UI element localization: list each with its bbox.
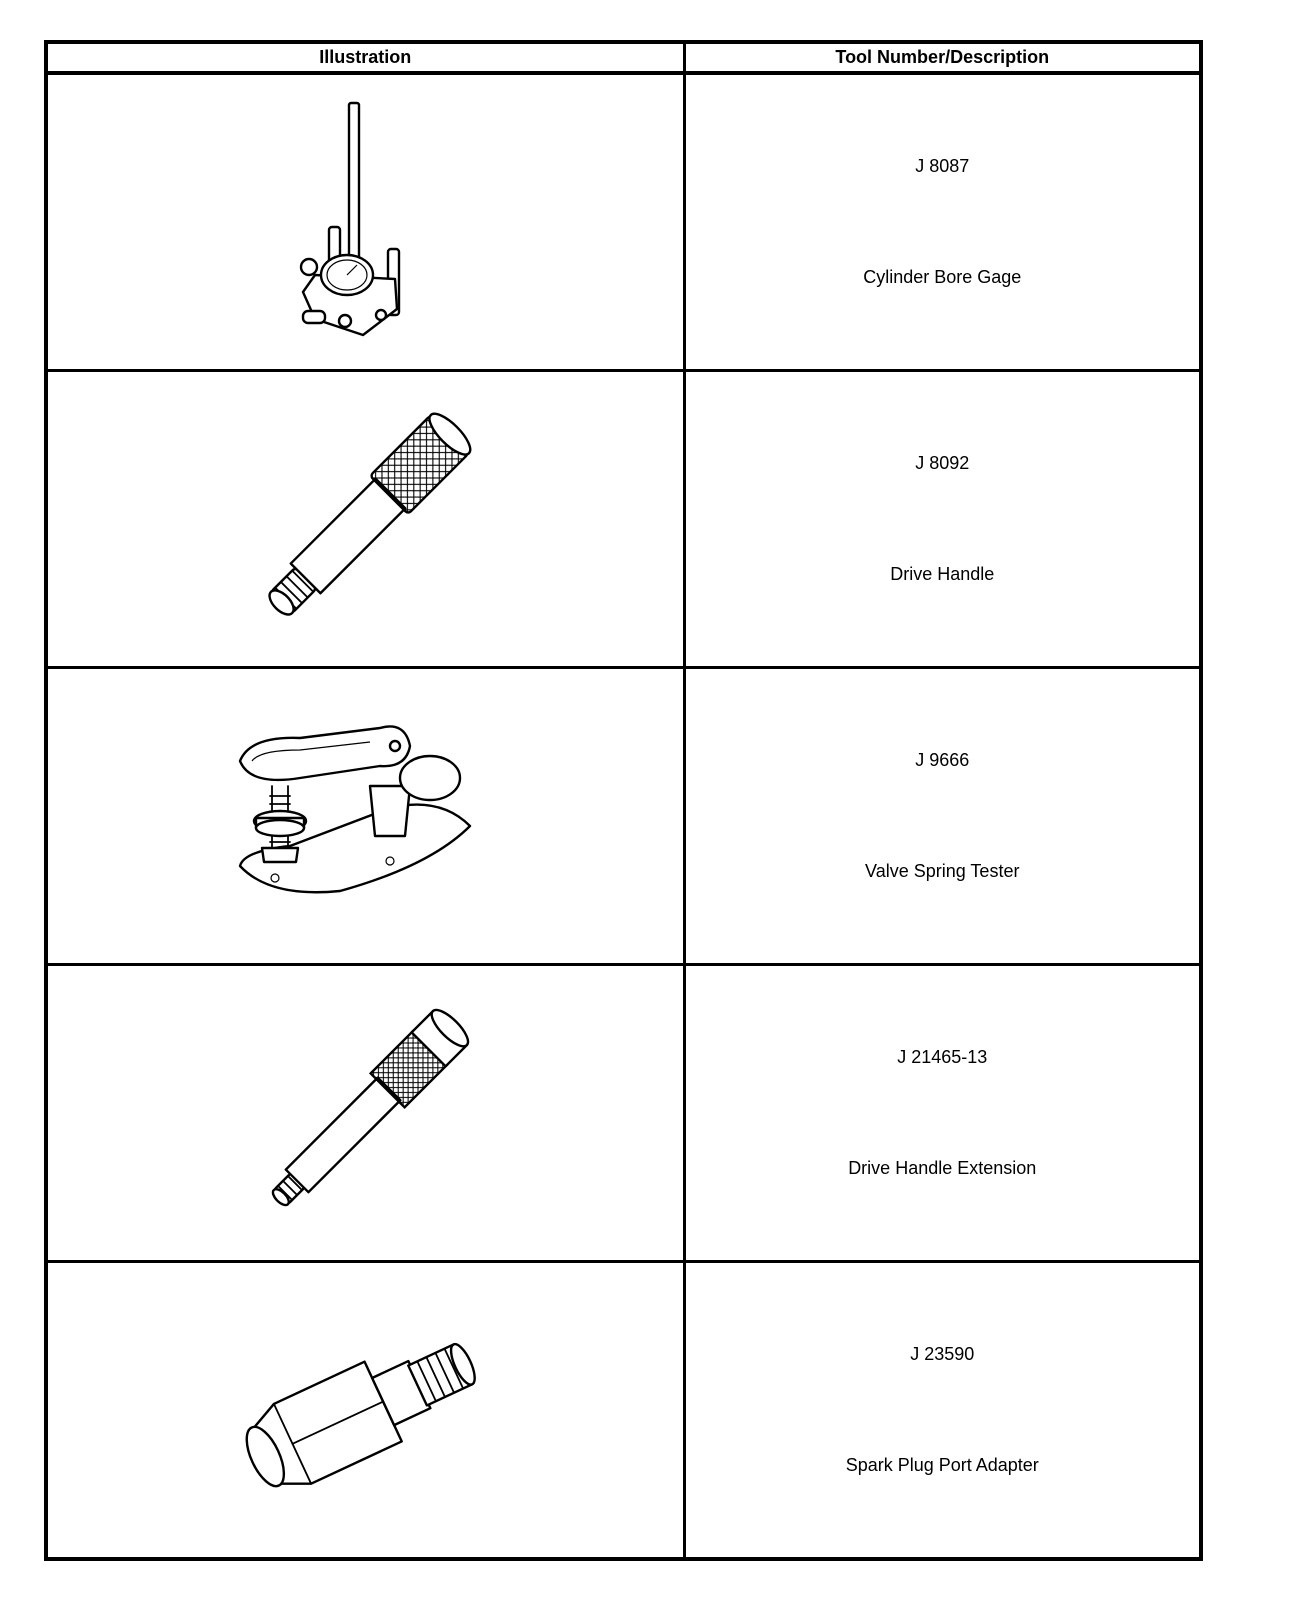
- drive-handle-icon: [235, 394, 495, 644]
- tool-number: J 8087: [915, 156, 970, 176]
- table-header-row: [46, 42, 1201, 73]
- tool-number: J 9666: [915, 750, 970, 770]
- drive-handle-extension-icon: [235, 1003, 495, 1223]
- table-row: [46, 1262, 1201, 1560]
- tool-table: [44, 40, 1203, 1561]
- table-row: [46, 371, 1201, 668]
- tool-description: Spark Plug Port Adapter: [845, 1455, 1039, 1475]
- tool-description: Drive Handle Extension: [848, 1158, 1037, 1178]
- illustration-cell: [46, 668, 684, 965]
- description-cell: [684, 73, 1201, 371]
- table-row: [46, 965, 1201, 1262]
- table-row: [46, 668, 1201, 965]
- header-illustration: Illustration: [46, 42, 684, 73]
- tool-description: Valve Spring Tester: [865, 861, 1020, 881]
- illustration-cell: [46, 73, 684, 371]
- tool-number: J 23590: [910, 1344, 975, 1364]
- tool-number: J 8092: [915, 453, 970, 473]
- description-cell: [684, 371, 1201, 668]
- illustration-cell: [46, 965, 684, 1262]
- cylinder-bore-gage-icon: [285, 97, 445, 347]
- spark-plug-port-adapter-icon: [235, 1310, 495, 1510]
- description-cell: [684, 1262, 1201, 1560]
- valve-spring-tester-icon: [230, 716, 500, 916]
- header-tool-number-description: Tool Number/Description: [684, 42, 1201, 73]
- illustration-cell: [46, 371, 684, 668]
- tool-number: J 21465-13: [897, 1047, 988, 1067]
- description-cell: [684, 668, 1201, 965]
- description-cell: [684, 965, 1201, 1262]
- table-row: [46, 73, 1201, 371]
- tool-description: Cylinder Bore Gage: [863, 267, 1022, 287]
- tool-description: Drive Handle: [890, 564, 995, 584]
- illustration-cell: [46, 1262, 684, 1560]
